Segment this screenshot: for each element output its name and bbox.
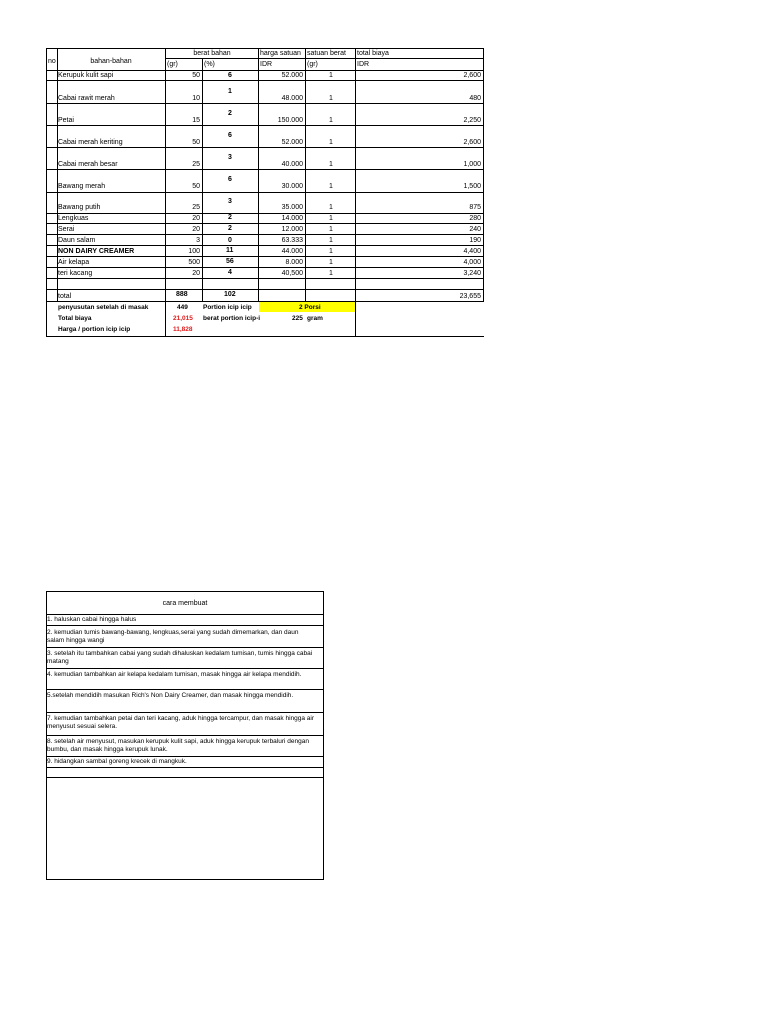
ingredient-harga: 35.000 (281, 204, 303, 211)
total-gr: 888 (176, 291, 188, 298)
ingredient-total: 4,400 (463, 248, 481, 255)
header-berat-pct: (%) (204, 61, 215, 68)
ingredient-pct: 3 (228, 198, 232, 205)
portion-label: Portion icip icip (203, 304, 252, 311)
total-biaya-label: Total biaya (58, 315, 92, 322)
ingredient-harga: 40,500 (281, 270, 303, 277)
instruction-step: 8. setelah air menyusut, masukan kerupuk kulit sapi, aduk hingga kerupuk terbaluri dengan bumbu, dan masak hingga kerupuk lunak. (47, 738, 309, 753)
ingredient-gr: 20 (192, 226, 200, 233)
header-satuan-unit: (gr) (307, 61, 318, 68)
instruction-step: 1. haluskan cabai hingga halus (47, 616, 137, 623)
ingredient-harga: 8.000 (285, 259, 303, 266)
ingredient-satuan: 1 (329, 117, 333, 124)
total-biaya: 23,655 (459, 293, 481, 300)
ingredient-gr: 15 (192, 117, 200, 124)
ingredient-total: 1,500 (463, 183, 481, 190)
ingredient-name: NON DAIRY CREAMER (58, 248, 135, 255)
ingredient-pct: 3 (228, 154, 232, 161)
ingredient-name: Petai (58, 117, 74, 124)
ingredient-harga: 52.000 (281, 139, 303, 146)
ingredient-name: Kerupuk kulit sapi (58, 72, 114, 79)
ingredient-name: Bawang merah (58, 183, 106, 190)
ingredient-satuan: 1 (329, 95, 333, 102)
header-no: no (48, 58, 56, 65)
penyusutan-value: 449 (177, 304, 188, 311)
berat-portion-unit: gram (307, 315, 323, 322)
ingredient-harga: 14.000 (281, 215, 303, 222)
total-pct: 102 (224, 291, 236, 298)
ingredient-total: 480 (469, 95, 481, 102)
ingredient-harga: 52.000 (281, 72, 303, 79)
ingredient-harga: 30.000 (281, 183, 303, 190)
ingredient-pct: 0 (228, 237, 232, 244)
ingredient-harga: 48.000 (281, 95, 303, 102)
harga-portion-value: 11,828 (173, 326, 193, 333)
ingredient-pct: 2 (228, 225, 232, 232)
ingredient-pct: 2 (228, 110, 232, 117)
ingredient-total: 190 (469, 237, 481, 244)
ingredient-harga: 150.000 (277, 117, 303, 124)
ingredient-total: 280 (469, 215, 481, 222)
ingredient-harga: 12.000 (281, 226, 303, 233)
ingredient-gr: 50 (192, 183, 200, 190)
ingredient-pct: 6 (228, 132, 232, 139)
ingredient-total: 2,250 (463, 117, 481, 124)
instruction-step: 7. kemudian tambahkan petai dan teri kacang, aduk hingga tercampur, dan masak hingga air menyusut sesuai selera. (47, 715, 315, 730)
penyusutan-label: penyusutan setelah di masak (58, 304, 149, 311)
total-label: total (58, 293, 72, 300)
ingredient-name: Daun salam (58, 237, 96, 244)
ingredient-satuan: 1 (329, 259, 333, 266)
instruction-step: 5.setelah mendidih masukan Rich's Non Dairy Creamer, dan masak hingga mendidih. (47, 692, 294, 699)
header-berat-bahan: berat bahan (193, 50, 231, 57)
ingredient-gr: 25 (192, 204, 200, 211)
ingredient-gr: 50 (192, 139, 200, 146)
total-biaya-value: 21,015 (173, 315, 193, 322)
header-satuan-berat: satuan berat (307, 50, 346, 57)
header-total-unit: IDR (357, 61, 370, 68)
ingredient-gr: 3 (196, 237, 200, 244)
ingredient-total: 875 (469, 204, 481, 211)
berat-portion-label: berat portion icip-i (203, 315, 261, 322)
ingredient-gr: 10 (192, 95, 200, 102)
ingredient-total: 2,600 (463, 139, 481, 146)
ingredient-name: Serai (58, 226, 75, 233)
header-berat-gr: (gr) (167, 61, 178, 68)
cost-table (0, 0, 768, 340)
harga-portion-label: Harga / portion icip icip (58, 326, 131, 333)
ingredient-pct: 56 (226, 258, 234, 265)
ingredient-total: 4,000 (463, 259, 481, 266)
ingredient-satuan: 1 (329, 215, 333, 222)
instruction-step: 4. kemudian tambahkan air kelapa kedalam tumisan, masak hingga air kelapa mendidih. (47, 671, 302, 678)
ingredient-name: Lengkuas (58, 215, 89, 222)
instructions-title: cara membuat (162, 600, 208, 607)
ingredient-satuan: 1 (329, 72, 333, 79)
header-total-biaya: total biaya (357, 50, 389, 57)
header-bahan: bahan-bahan (90, 58, 132, 65)
ingredient-satuan: 1 (329, 270, 333, 277)
ingredient-satuan: 1 (329, 183, 333, 190)
ingredient-total: 240 (469, 226, 481, 233)
ingredient-pct: 6 (228, 72, 232, 79)
ingredient-satuan: 1 (329, 161, 333, 168)
instruction-step: 9. hidangkan sambal goreng krecek di mangkuk. (47, 758, 187, 765)
portion-value: 2 Porsi (299, 304, 321, 311)
ingredient-name: teri kacang (58, 270, 93, 277)
ingredient-satuan: 1 (329, 139, 333, 146)
ingredient-pct: 1 (228, 88, 232, 95)
ingredient-harga: 40.000 (281, 161, 303, 168)
ingredient-total: 3,240 (463, 270, 481, 277)
ingredient-pct: 4 (228, 269, 232, 276)
ingredient-gr: 50 (192, 72, 200, 79)
ingredient-total: 2,600 (463, 72, 481, 79)
ingredient-satuan: 1 (329, 204, 333, 211)
instruction-step: 3. setelah itu tambahkan cabai yang sudah dihaluskan kedalam tumisan, tumis hingga cabai matang (47, 650, 313, 665)
ingredient-pct: 6 (228, 176, 232, 183)
ingredient-gr: 20 (192, 215, 200, 222)
ingredient-name: Cabai merah keriting (58, 139, 123, 146)
header-harga-unit: IDR (260, 61, 273, 68)
instruction-step: 2. kemudian tumis bawang-bawang, lengkuas,serai yang sudah dimemarkan, dan daun salam hingga wangi (47, 629, 299, 644)
ingredient-gr: 100 (188, 248, 200, 255)
ingredient-harga: 63.333 (281, 237, 303, 244)
ingredient-gr: 25 (192, 161, 200, 168)
ingredient-name: Air kelapa (58, 259, 90, 266)
ingredient-name: Bawang putih (58, 204, 101, 211)
ingredient-satuan: 1 (329, 237, 333, 244)
ingredient-gr: 500 (188, 259, 200, 266)
ingredient-total: 1,000 (463, 161, 481, 168)
header-harga-satuan: harga satuan (260, 50, 301, 57)
berat-portion-value: 225 (292, 315, 303, 322)
ingredient-gr: 20 (192, 270, 200, 277)
ingredient-satuan: 1 (329, 248, 333, 255)
ingredient-name: Cabai rawit merah (58, 95, 115, 102)
ingredient-harga: 44.000 (281, 248, 303, 255)
ingredient-name: Cabai merah besar (58, 161, 118, 168)
ingredient-pct: 2 (228, 214, 232, 221)
ingredient-pct: 11 (226, 247, 234, 254)
ingredient-satuan: 1 (329, 226, 333, 233)
